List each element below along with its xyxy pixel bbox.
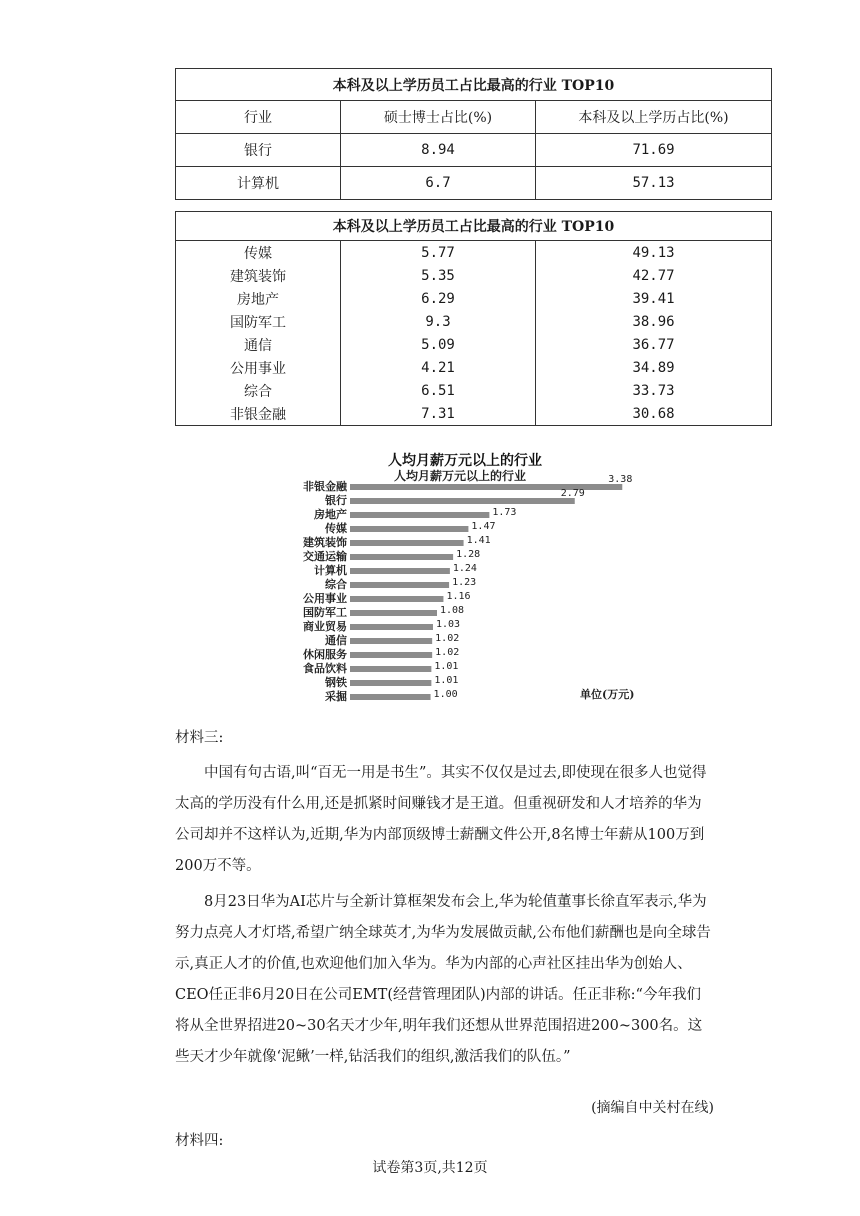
table-row [176, 134, 772, 167]
cell-master-phd: 6.29 [341, 287, 536, 310]
bar [350, 694, 431, 700]
cell-bachelor: 36.77 [536, 333, 772, 356]
cell-industry: 传媒 [176, 241, 341, 265]
bar-value-label: 1.28 [456, 549, 481, 560]
table-top10-part1 [175, 68, 772, 200]
table-row [176, 241, 772, 265]
bar [350, 624, 433, 630]
cell-bachelor: 57.13 [536, 167, 772, 200]
table-row [176, 356, 772, 379]
bar-value-label: 1.02 [435, 633, 460, 644]
cell-bachelor: 71.69 [536, 134, 772, 167]
bar-category-label: 钢铁 [325, 676, 347, 689]
cell-bachelor: 33.73 [536, 379, 772, 402]
bar-category-label: 国防军工 [303, 606, 347, 619]
bar-value-label: 2.79 [560, 488, 585, 499]
paragraph-1: 中国有句古语,叫“百无一用是书生”。其实不仅仅是过去,即使现在很多人也觉得太高的学历没有什么用,还是抓紧时间赚钱才是王道。但重视研发和人才培养的华为公司却并不这样认为,近期,华为内部顶级博士薪酬文件公开,8名博士年薪从100万到200万不等。 [175, 765, 707, 874]
cell-industry: 建筑装饰 [176, 264, 341, 287]
bar-category-label: 休闲服务 [303, 648, 347, 661]
cell-bachelor: 30.68 [536, 402, 772, 426]
bar-value-label: 1.73 [492, 507, 517, 518]
bar-category-label: 通信 [325, 634, 347, 647]
cell-master-phd: 5.09 [341, 333, 536, 356]
bar [350, 596, 443, 602]
bar [350, 498, 575, 504]
bar [350, 526, 468, 532]
bar [350, 638, 432, 644]
chart-unit-label: 单位(万元) [580, 688, 635, 701]
cell-master-phd: 9.3 [341, 310, 536, 333]
table-row [176, 310, 772, 333]
material-3-heading: 材料三: [175, 730, 224, 746]
table-row [176, 402, 772, 426]
table-row [176, 264, 772, 287]
bar [350, 512, 489, 518]
bar-category-label: 房地产 [314, 508, 347, 521]
table-header-row [176, 101, 772, 134]
cell-industry: 公用事业 [176, 356, 341, 379]
bar-value-label: 1.03 [435, 619, 461, 630]
bar [350, 568, 450, 574]
bar-value-label: 1.24 [452, 563, 477, 574]
cell-master-phd: 8.94 [341, 134, 536, 167]
table-row [176, 333, 772, 356]
bar-value-label: 1.00 [433, 689, 458, 700]
bar [350, 680, 431, 686]
bar-value-label: 1.23 [452, 577, 477, 588]
table-title: 本科及以上学历员工占比最高的行业 TOP10 [176, 69, 772, 101]
cell-industry: 银行 [176, 134, 341, 167]
chart-subtitle: 人均月薪万元以上的行业 [393, 469, 527, 483]
cell-master-phd: 6.7 [341, 167, 536, 200]
cell-master-phd: 5.35 [341, 264, 536, 287]
bar-category-label: 非银金融 [303, 480, 347, 493]
table-row [176, 167, 772, 200]
bar [350, 652, 432, 658]
bar-category-label: 传媒 [325, 522, 347, 535]
column-header-industry: 行业 [176, 101, 341, 134]
bar-category-label: 食品饮料 [303, 662, 347, 675]
bar-category-label: 交通运输 [303, 550, 347, 563]
bar-category-label: 公用事业 [303, 592, 347, 605]
bar-category-label: 商业贸易 [303, 620, 347, 633]
bar-value-label: 1.01 [434, 661, 459, 672]
cell-industry: 综合 [176, 379, 341, 402]
paragraph-2: 8月23日华为AI芯片与全新计算框架发布会上,华为轮值董事长徐直军表示,华为努力点亮人才灯塔,希望广纳全球英才,为华为发展做贡献,公布他们薪酬也是向全球告示,真正人才的价值,也欢迎他们加入华为。华为内部的心声社区挂出华为创始人、CEO任正非6月20日在公司EMT(经营管理团队)内部的讲话。任正非称:“今年我们将从全世界招进20~30名天才少年,明年我们还想从世界范围招进200~300名。这些天才少年就像‘泥鳅’一样,钻活我们的组织,激活我们的队伍。” [175, 894, 711, 1065]
bar [350, 540, 464, 546]
cell-bachelor: 49.13 [536, 241, 772, 265]
bar [350, 582, 449, 588]
bar [350, 666, 431, 672]
bar-value-label: 1.02 [435, 647, 460, 658]
cell-industry: 房地产 [176, 287, 341, 310]
bar-value-label: 1.16 [446, 591, 471, 602]
bar-category-label: 综合 [325, 578, 347, 591]
cell-bachelor: 34.89 [536, 356, 772, 379]
bar-category-label: 计算机 [314, 564, 347, 577]
bar-category-label: 建筑装饰 [303, 536, 347, 549]
source-citation: (摘编自中关村在线) [591, 1100, 714, 1116]
cell-master-phd: 4.21 [341, 356, 536, 379]
page-footer: 试卷第3页,共12页 [372, 1160, 488, 1176]
cell-industry: 通信 [176, 333, 341, 356]
bar-value-label: 1.47 [471, 521, 496, 532]
table-top10-part2 [175, 211, 772, 426]
column-header-bachelor: 本科及以上学历占比(%) [536, 101, 772, 134]
table-row [176, 379, 772, 402]
cell-industry: 非银金融 [176, 402, 341, 426]
cell-bachelor: 39.41 [536, 287, 772, 310]
salary-bar-chart [270, 448, 670, 713]
bar-value-label: 1.41 [466, 535, 491, 546]
cell-master-phd: 6.51 [341, 379, 536, 402]
table-title: 本科及以上学历员工占比最高的行业 TOP10 [176, 212, 772, 241]
chart-title: 人均月薪万元以上的行业 [388, 453, 542, 469]
bar-value-label: 1.08 [440, 605, 465, 616]
material-4-heading: 材料四: [175, 1133, 224, 1149]
cell-master-phd: 5.77 [341, 241, 536, 265]
cell-industry: 国防军工 [176, 310, 341, 333]
bar-value-label: 1.01 [434, 675, 459, 686]
column-header-master-phd: 硕士博士占比(%) [341, 101, 536, 134]
cell-master-phd: 7.31 [341, 402, 536, 426]
bar-category-label: 采掘 [325, 690, 347, 703]
bar [350, 610, 437, 616]
chart-bars [303, 474, 635, 703]
bar-value-label: 3.38 [608, 474, 633, 485]
bar-category-label: 银行 [325, 494, 347, 507]
table-row [176, 287, 772, 310]
cell-industry: 计算机 [176, 167, 341, 200]
cell-bachelor: 38.96 [536, 310, 772, 333]
cell-bachelor: 42.77 [536, 264, 772, 287]
bar [350, 554, 453, 560]
